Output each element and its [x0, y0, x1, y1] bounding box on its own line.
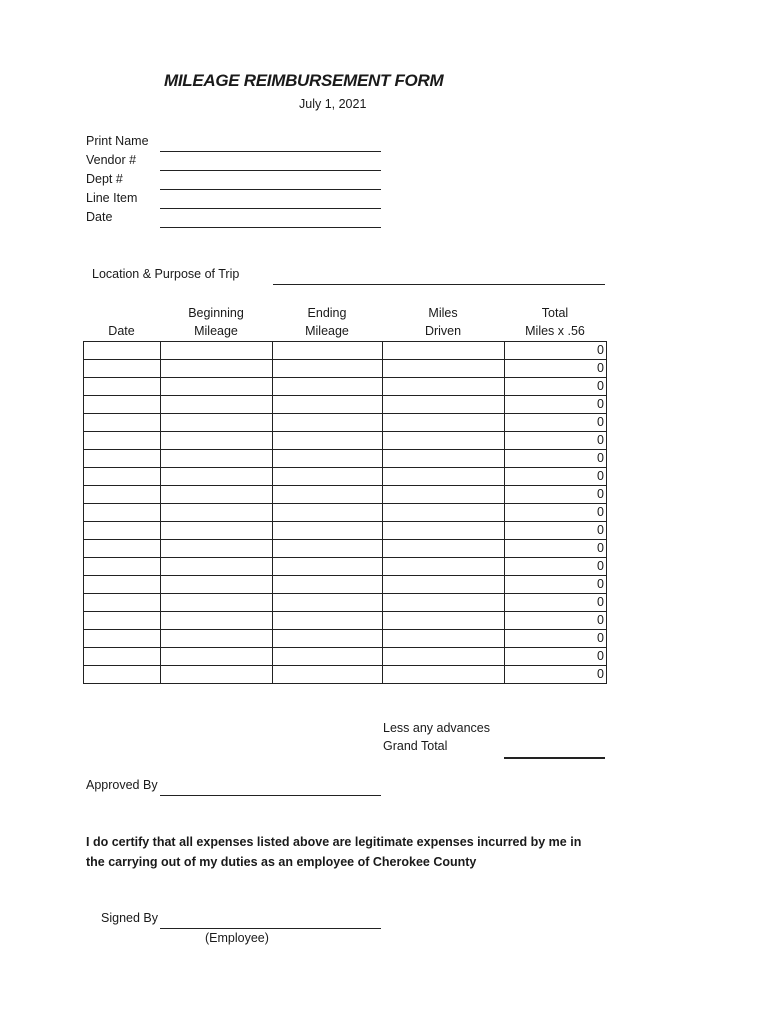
dept-field[interactable] — [160, 189, 381, 190]
form-date: July 1, 2021 — [299, 97, 367, 111]
cell-date[interactable] — [84, 468, 161, 486]
cell-beginning[interactable] — [161, 450, 273, 468]
cell-beginning[interactable] — [161, 360, 273, 378]
col-header-total: Total Miles x .56 — [525, 306, 585, 338]
cell-beginning[interactable] — [161, 666, 273, 684]
table-row — [84, 540, 607, 558]
cell-date[interactable] — [84, 504, 161, 522]
col-header-date: Date — [108, 324, 135, 338]
cell-miles[interactable] — [383, 576, 505, 594]
cell-ending[interactable] — [273, 450, 383, 468]
less-advances-label: Less any advances — [383, 721, 491, 735]
cell-miles[interactable] — [383, 594, 505, 612]
print-name-field[interactable] — [160, 151, 381, 152]
trip-purpose-field[interactable] — [273, 284, 605, 285]
table-row — [84, 648, 607, 666]
cell-beginning[interactable] — [161, 612, 273, 630]
table-row — [84, 612, 607, 630]
cell-beginning[interactable] — [161, 378, 273, 396]
cell-total: 0 — [505, 648, 607, 666]
table-row — [84, 378, 607, 396]
cell-miles[interactable] — [383, 522, 505, 540]
grand-total-label: Grand Total — [383, 739, 448, 753]
table-row — [84, 576, 607, 594]
cell-date[interactable] — [84, 450, 161, 468]
cell-miles[interactable] — [383, 486, 505, 504]
cell-ending[interactable] — [273, 486, 383, 504]
cell-beginning[interactable] — [161, 648, 273, 666]
cell-total: 0 — [505, 396, 607, 414]
cell-beginning[interactable] — [161, 630, 273, 648]
cell-total: 0 — [505, 558, 607, 576]
cell-ending[interactable] — [273, 342, 383, 360]
cell-beginning[interactable] — [161, 558, 273, 576]
cell-date[interactable] — [84, 558, 161, 576]
cell-ending[interactable] — [273, 522, 383, 540]
approved-by-label: Approved By — [86, 778, 158, 792]
line-item-label: Line Item — [86, 191, 138, 205]
table-row — [84, 414, 607, 432]
cell-miles[interactable] — [383, 630, 505, 648]
cell-ending[interactable] — [273, 504, 383, 522]
cell-total: 0 — [505, 504, 607, 522]
approved-by-field[interactable] — [160, 795, 381, 796]
cell-total: 0 — [505, 540, 607, 558]
cell-ending[interactable] — [273, 468, 383, 486]
cell-date[interactable] — [84, 666, 161, 684]
date-field[interactable] — [160, 227, 381, 228]
cell-ending[interactable] — [273, 432, 383, 450]
cell-beginning[interactable] — [161, 522, 273, 540]
table-row — [84, 558, 607, 576]
table-row — [84, 468, 607, 486]
cell-total: 0 — [505, 630, 607, 648]
cell-miles[interactable] — [383, 396, 505, 414]
cell-beginning[interactable] — [161, 486, 273, 504]
cell-miles[interactable] — [383, 468, 505, 486]
table-row — [84, 594, 607, 612]
cell-miles[interactable] — [383, 666, 505, 684]
vendor-label: Vendor # — [86, 153, 137, 167]
line-item-field[interactable] — [160, 208, 381, 209]
dept-label: Dept # — [86, 172, 123, 186]
cell-date[interactable] — [84, 432, 161, 450]
cell-total: 0 — [505, 666, 607, 684]
cell-miles[interactable] — [383, 342, 505, 360]
cell-total: 0 — [505, 414, 607, 432]
signature-field[interactable] — [160, 928, 381, 929]
cell-miles[interactable] — [383, 612, 505, 630]
cell-ending[interactable] — [273, 594, 383, 612]
cell-total: 0 — [505, 486, 607, 504]
trip-purpose-label: Location & Purpose of Trip — [92, 267, 240, 281]
grand-total-field[interactable] — [504, 757, 605, 759]
cell-ending[interactable] — [273, 414, 383, 432]
table-row — [84, 396, 607, 414]
cell-beginning[interactable] — [161, 594, 273, 612]
cell-beginning[interactable] — [161, 540, 273, 558]
cell-date[interactable] — [84, 576, 161, 594]
table-row — [84, 630, 607, 648]
cell-beginning[interactable] — [161, 468, 273, 486]
cell-date[interactable] — [84, 648, 161, 666]
cell-miles[interactable] — [383, 378, 505, 396]
cell-total: 0 — [505, 450, 607, 468]
cell-date[interactable] — [84, 360, 161, 378]
cell-ending[interactable] — [273, 378, 383, 396]
cell-miles[interactable] — [383, 648, 505, 666]
cell-date[interactable] — [84, 342, 161, 360]
cell-date[interactable] — [84, 414, 161, 432]
cell-miles[interactable] — [383, 432, 505, 450]
date-label: Date — [86, 210, 113, 224]
cell-miles[interactable] — [383, 558, 505, 576]
employee-sublabel: (Employee) — [205, 931, 269, 945]
cell-ending[interactable] — [273, 648, 383, 666]
signed-by-label: Signed By — [101, 911, 158, 925]
cell-date[interactable] — [84, 612, 161, 630]
cell-total: 0 — [505, 468, 607, 486]
cell-total: 0 — [505, 360, 607, 378]
table-row — [84, 522, 607, 540]
cell-date[interactable] — [84, 630, 161, 648]
col-header-beginning: Beginning Mileage — [188, 306, 244, 338]
cell-beginning[interactable] — [161, 414, 273, 432]
certification-line-2: the carrying out of my duties as an employee of Cherokee County — [86, 855, 477, 869]
cell-total: 0 — [505, 342, 607, 360]
col-header-miles: Miles Driven — [424, 306, 462, 338]
cell-ending[interactable] — [273, 360, 383, 378]
cell-date[interactable] — [84, 396, 161, 414]
cell-beginning[interactable] — [161, 504, 273, 522]
cell-date[interactable] — [84, 486, 161, 504]
table-row — [84, 486, 607, 504]
certification-line-1: I do certify that all expenses listed above are legitimate expenses incurred by me in — [86, 835, 582, 849]
cell-beginning[interactable] — [161, 396, 273, 414]
table-row — [84, 450, 607, 468]
cell-ending[interactable] — [273, 666, 383, 684]
cell-ending[interactable] — [273, 630, 383, 648]
col-header-ending: Ending Mileage — [305, 306, 349, 338]
cell-ending[interactable] — [273, 612, 383, 630]
cell-total: 0 — [505, 576, 607, 594]
cell-miles[interactable] — [383, 504, 505, 522]
cell-ending[interactable] — [273, 576, 383, 594]
cell-ending[interactable] — [273, 396, 383, 414]
table-row — [84, 360, 607, 378]
print-name-label: Print Name — [86, 134, 149, 148]
table-row — [84, 342, 607, 360]
cell-ending[interactable] — [273, 540, 383, 558]
form-title: MILEAGE REIMBURSEMENT FORM — [164, 71, 444, 90]
vendor-field[interactable] — [160, 170, 381, 171]
table-row — [84, 504, 607, 522]
cell-total: 0 — [505, 432, 607, 450]
cell-miles[interactable] — [383, 540, 505, 558]
cell-date[interactable] — [84, 540, 161, 558]
cell-date[interactable] — [84, 522, 161, 540]
cell-total: 0 — [505, 378, 607, 396]
cell-beginning[interactable] — [161, 432, 273, 450]
cell-total: 0 — [505, 594, 607, 612]
cell-total: 0 — [505, 612, 607, 630]
cell-miles[interactable] — [383, 450, 505, 468]
cell-miles[interactable] — [383, 414, 505, 432]
cell-total: 0 — [505, 522, 607, 540]
cell-beginning[interactable] — [161, 342, 273, 360]
cell-date[interactable] — [84, 594, 161, 612]
table-row — [84, 432, 607, 450]
cell-beginning[interactable] — [161, 576, 273, 594]
cell-miles[interactable] — [383, 360, 505, 378]
cell-ending[interactable] — [273, 558, 383, 576]
cell-date[interactable] — [84, 378, 161, 396]
mileage-table — [83, 341, 607, 684]
table-row — [84, 666, 607, 684]
